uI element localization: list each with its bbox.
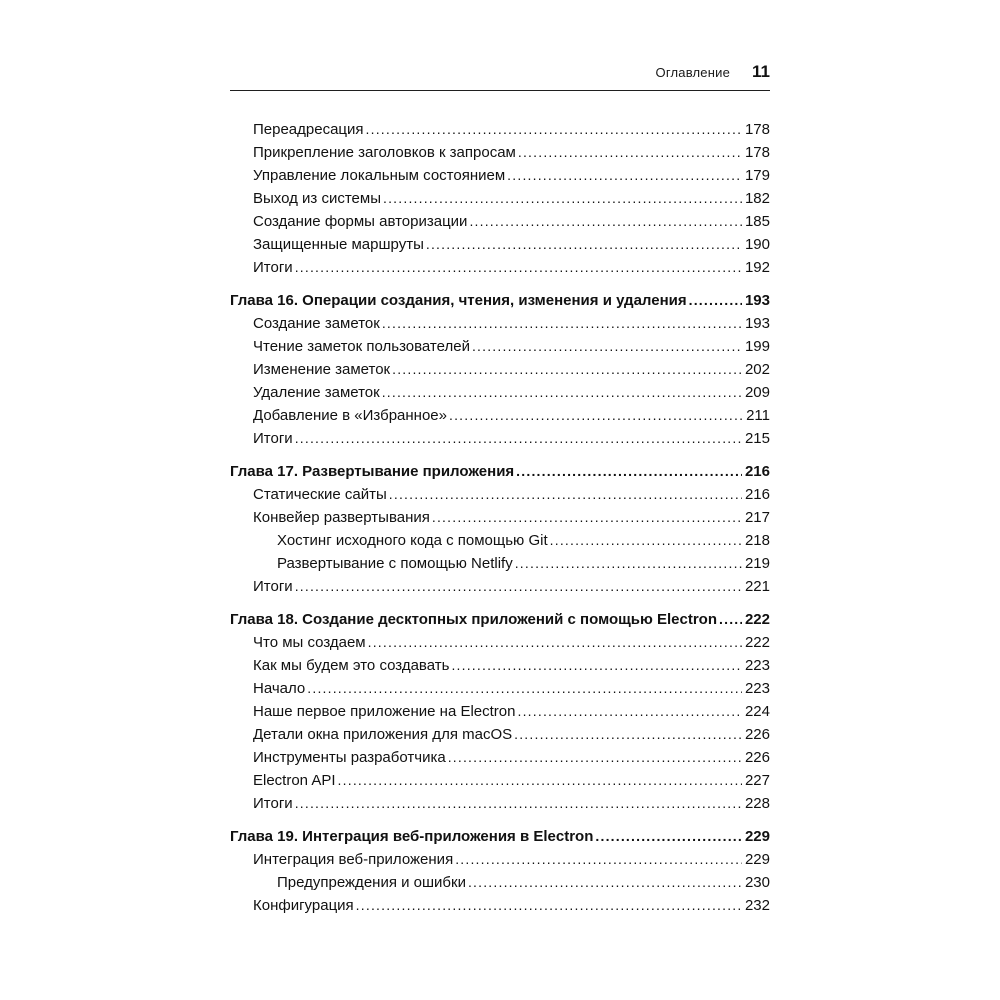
toc-page-number: 223 bbox=[744, 657, 770, 674]
dot-leader bbox=[515, 552, 742, 575]
toc-entry-title: Статические сайты bbox=[253, 486, 387, 503]
toc-entry-row bbox=[230, 358, 770, 381]
toc-page-number: 221 bbox=[744, 578, 770, 595]
toc-page-number: 218 bbox=[744, 532, 770, 549]
toc-entry-row bbox=[230, 187, 770, 210]
toc-entry-title: Наше первое приложение на Electron bbox=[253, 703, 516, 720]
toc-page-number: 202 bbox=[744, 361, 770, 378]
toc-entry-row bbox=[230, 256, 770, 279]
toc-entry-title: Итоги bbox=[253, 578, 293, 595]
header-title: Оглавление bbox=[655, 65, 731, 80]
page-number: 11 bbox=[752, 62, 770, 81]
toc-entry-row bbox=[230, 654, 770, 677]
toc-entry-row bbox=[230, 848, 770, 871]
toc-entry-title: Конвейер развертывания bbox=[253, 509, 430, 526]
dot-leader bbox=[307, 677, 742, 700]
toc-entry-title: Electron API bbox=[253, 772, 336, 789]
toc-entry-row bbox=[230, 871, 770, 894]
toc-entry-title: Создание формы авторизации bbox=[253, 213, 468, 230]
dot-leader bbox=[469, 210, 742, 233]
toc-page-number: 219 bbox=[744, 555, 770, 572]
toc-chapter-row bbox=[230, 608, 770, 631]
toc-entry-row bbox=[230, 894, 770, 917]
dot-leader bbox=[295, 256, 742, 279]
toc-entry-row bbox=[230, 746, 770, 769]
dot-leader bbox=[295, 427, 742, 450]
dot-leader bbox=[472, 335, 742, 358]
toc-entry-row bbox=[230, 529, 770, 552]
toc-entry-title: Как мы будем это создавать bbox=[253, 657, 450, 674]
toc-page-number: 223 bbox=[744, 680, 770, 697]
toc-entry-row bbox=[230, 164, 770, 187]
dot-leader bbox=[338, 769, 742, 792]
toc-entry-title: Хостинг исходного кода с помощью Git bbox=[277, 532, 548, 549]
toc-entry-title: Инструменты разработчика bbox=[253, 749, 446, 766]
toc-page-number: 224 bbox=[744, 703, 770, 720]
dot-leader bbox=[455, 848, 742, 871]
toc-page-number: 230 bbox=[744, 874, 770, 891]
toc-chapter-row bbox=[230, 825, 770, 848]
toc-entry-row bbox=[230, 381, 770, 404]
toc-entry-title: Развертывание с помощью Netlify bbox=[277, 555, 513, 572]
dot-leader bbox=[550, 529, 742, 552]
dot-leader bbox=[392, 358, 742, 381]
toc-page-number: 185 bbox=[744, 213, 770, 230]
toc-page-number: 226 bbox=[744, 726, 770, 743]
toc-entry-row bbox=[230, 335, 770, 358]
dot-leader bbox=[468, 871, 742, 894]
dot-leader bbox=[389, 483, 742, 506]
toc-entry-title: Итоги bbox=[253, 795, 293, 812]
dot-leader bbox=[382, 381, 742, 404]
toc-entry-row bbox=[230, 506, 770, 529]
toc-entry-row bbox=[230, 141, 770, 164]
toc-entry-title: Создание заметок bbox=[253, 315, 380, 332]
toc-page-number: 199 bbox=[744, 338, 770, 355]
toc-entry-row bbox=[230, 483, 770, 506]
toc-entry-title: Итоги bbox=[253, 259, 293, 276]
toc-entry-title: Что мы создаем bbox=[253, 634, 366, 651]
toc-page-number: 190 bbox=[744, 236, 770, 253]
toc-page-number: 211 bbox=[746, 407, 770, 424]
toc-page-number: 222 bbox=[744, 611, 770, 628]
dot-leader bbox=[382, 312, 742, 335]
toc-page-number: 226 bbox=[744, 749, 770, 766]
toc-page-number: 179 bbox=[744, 167, 770, 184]
toc-entry-title: Чтение заметок пользователей bbox=[253, 338, 470, 355]
header-rule bbox=[230, 90, 770, 91]
toc-entry-title: Выход из системы bbox=[253, 190, 381, 207]
dot-leader bbox=[366, 118, 742, 141]
dot-leader bbox=[295, 575, 742, 598]
toc-entry-title: Прикрепление заголовков к запросам bbox=[253, 144, 516, 161]
toc-page-number: 182 bbox=[744, 190, 770, 207]
toc-entry-row bbox=[230, 700, 770, 723]
toc-entry-row bbox=[230, 404, 770, 427]
toc-entry-row bbox=[230, 677, 770, 700]
toc-entry-row bbox=[230, 723, 770, 746]
dot-leader bbox=[518, 141, 742, 164]
toc-page-number: 217 bbox=[744, 509, 770, 526]
toc-entry-row bbox=[230, 552, 770, 575]
toc-entry-title: Управление локальным состоянием bbox=[253, 167, 506, 184]
toc-page-number: 192 bbox=[744, 259, 770, 276]
dot-leader bbox=[426, 233, 742, 256]
dot-leader bbox=[295, 792, 742, 815]
toc-page-number: 178 bbox=[744, 121, 770, 138]
dot-leader bbox=[595, 825, 742, 848]
dot-leader bbox=[432, 506, 742, 529]
dot-leader bbox=[368, 631, 742, 654]
toc-entry-title: Глава 17. Развертывание приложения bbox=[230, 463, 515, 480]
page-content bbox=[230, 62, 770, 917]
toc-entry-title: Удаление заметок bbox=[253, 384, 380, 401]
toc-entry-title: Добавление в «Избранное» bbox=[253, 407, 447, 424]
dot-leader bbox=[356, 894, 742, 917]
toc-page-number: 209 bbox=[744, 384, 770, 401]
dot-leader bbox=[449, 404, 743, 427]
toc-page-number: 193 bbox=[744, 315, 770, 332]
toc-page-number: 215 bbox=[744, 430, 770, 447]
toc-entry-title: Детали окна приложения для macOS bbox=[253, 726, 513, 743]
toc-page-number: 232 bbox=[744, 897, 770, 914]
toc-page-number: 216 bbox=[744, 486, 770, 503]
toc-page-number: 178 bbox=[744, 144, 770, 161]
dot-leader bbox=[689, 289, 742, 312]
dot-leader bbox=[719, 608, 742, 631]
toc-page-number: 222 bbox=[744, 634, 770, 651]
toc-chapter-row bbox=[230, 460, 770, 483]
toc-entry-title: Интеграция веб-приложения bbox=[253, 851, 454, 868]
toc-entry-row bbox=[230, 210, 770, 233]
dot-leader bbox=[448, 746, 742, 769]
dot-leader bbox=[516, 460, 742, 483]
toc-entry-row bbox=[230, 631, 770, 654]
dot-leader bbox=[514, 723, 742, 746]
toc-entry-row bbox=[230, 769, 770, 792]
toc-entry-row bbox=[230, 792, 770, 815]
toc-entry-title: Изменение заметок bbox=[253, 361, 391, 378]
toc-entry-title: Глава 18. Создание десктопных приложений с помощью Electron bbox=[230, 611, 718, 628]
toc-chapter-row bbox=[230, 289, 770, 312]
toc-page-number: 228 bbox=[744, 795, 770, 812]
toc-page-number: 216 bbox=[744, 463, 770, 480]
dot-leader bbox=[518, 700, 742, 723]
toc-entry-title: Защищенные маршруты bbox=[253, 236, 424, 253]
toc-list bbox=[230, 118, 770, 917]
toc-entry-row bbox=[230, 427, 770, 450]
toc-entry-row bbox=[230, 575, 770, 598]
toc-entry-title: Глава 16. Операции создания, чтения, изменения и удаления bbox=[230, 292, 687, 309]
dot-leader bbox=[451, 654, 742, 677]
toc-entry-title: Начало bbox=[253, 680, 306, 697]
toc-entry-title: Предупреждения и ошибки bbox=[277, 874, 466, 891]
toc-entry-title: Переадресация bbox=[253, 121, 364, 138]
toc-entry-title: Конфигурация bbox=[253, 897, 354, 914]
toc-page-number: 193 bbox=[744, 292, 770, 309]
page-header bbox=[230, 62, 770, 82]
toc-entry-row bbox=[230, 312, 770, 335]
toc-entry-row bbox=[230, 233, 770, 256]
toc-entry-title: Итоги bbox=[253, 430, 293, 447]
toc-page-number: 229 bbox=[744, 828, 770, 845]
toc-page-number: 229 bbox=[744, 851, 770, 868]
dot-leader bbox=[507, 164, 742, 187]
toc-entry-title: Глава 19. Интеграция веб-приложения в Electron bbox=[230, 828, 594, 845]
toc-entry-row bbox=[230, 118, 770, 141]
toc-page-number: 227 bbox=[744, 772, 770, 789]
dot-leader bbox=[383, 187, 742, 210]
